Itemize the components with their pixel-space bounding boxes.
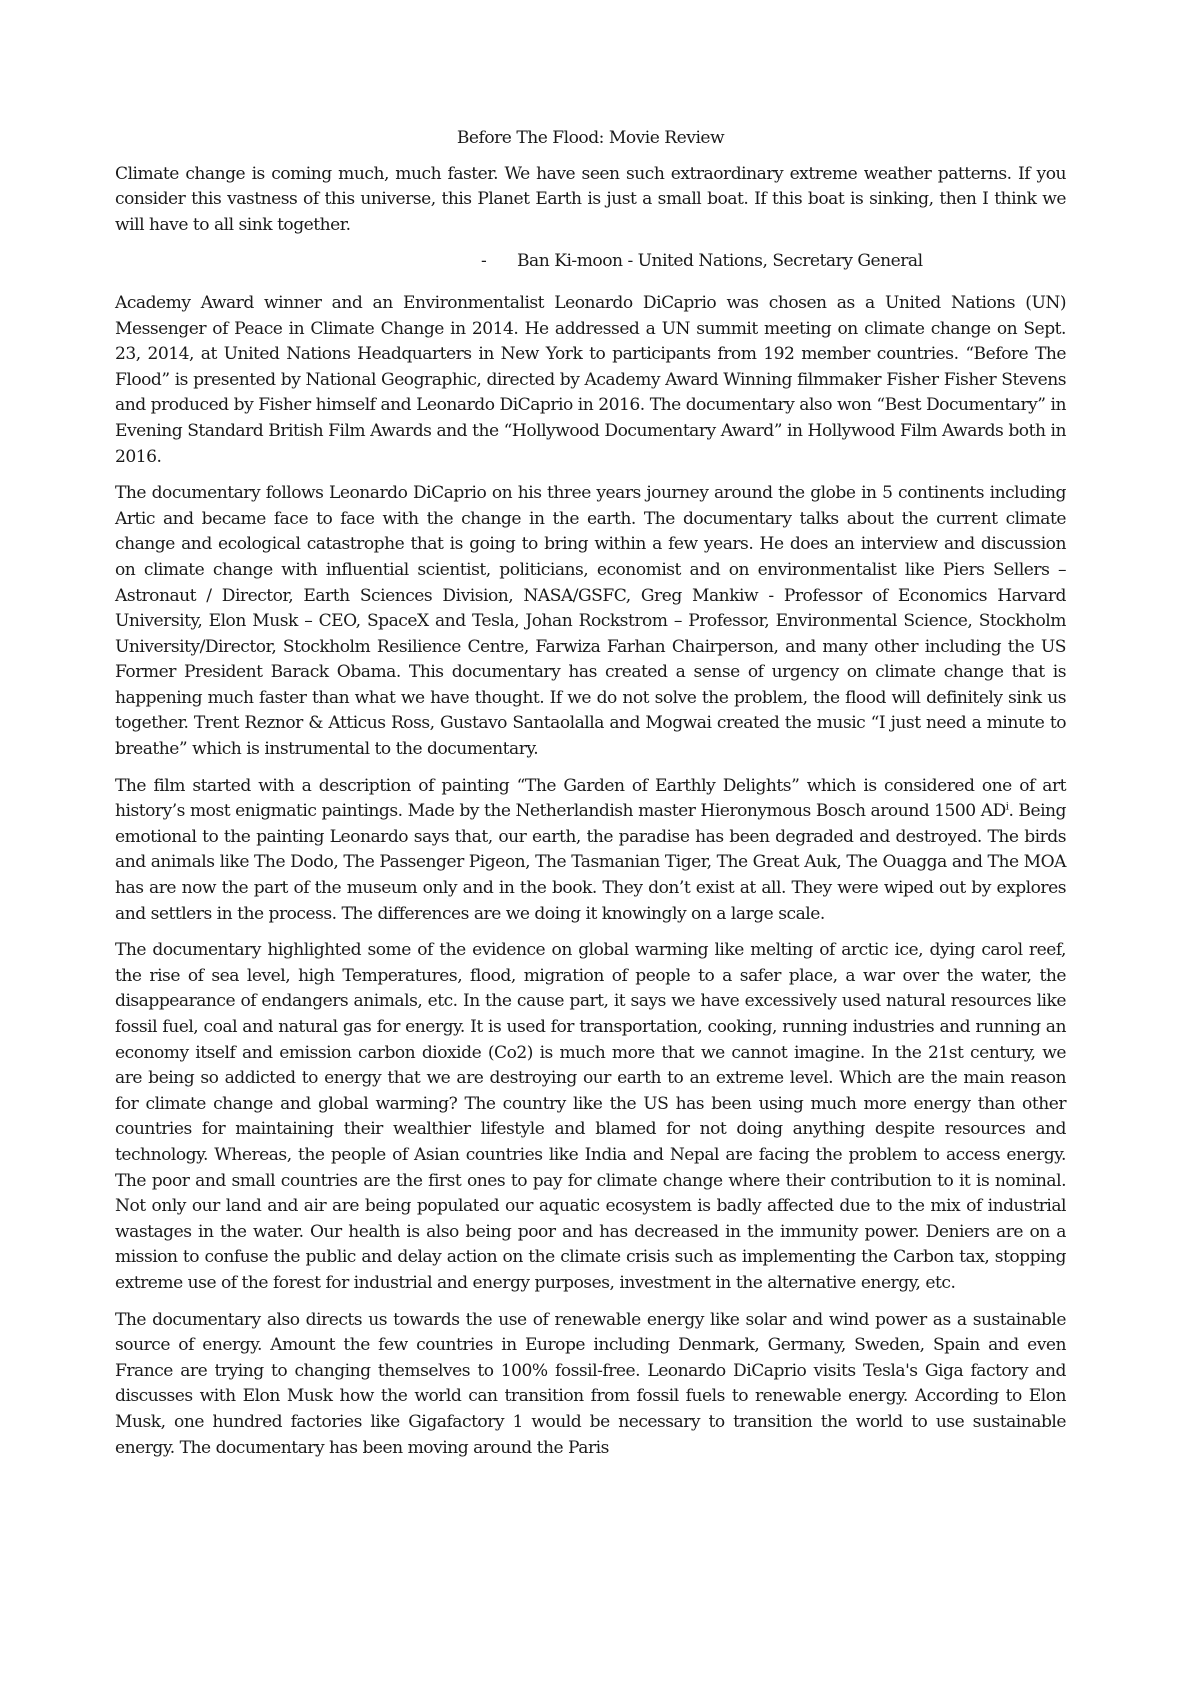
paragraph-1: Academy Award winner and an Environmentalist Leonardo DiCaprio was chosen as a United Nations (UN) Messenger of Peace in Climate Change in 2014. He addressed a UN summit meeting on climate change on Sept. 23, 2014, at United Nations Headquarters in New York to participants from 192 member countries. “Before The Flood” is presented by National Geographic, directed by Academy Award Winning filmmaker Fisher Fisher Stevens and produced by Fisher himself and Leonardo DiCaprio in 2016. The documentary also won “Best Documentary” in Evening Standard British Film Awards and the “Hollywood Documentary Award” in Hollywood Film Awards both in 2016. bbox=[115, 292, 1066, 467]
paragraph-3-text-end: . Being emotional to the painting Leonardo says that, our earth, the paradise has been degraded and destroyed. The birds and animals like The Dodo, The Passenger Pigeon, The Tasmanian Tiger, The Great Auk, The Ouagga and The MOA has are now the part of the museum only and in the book. They don’t exist at all. They were wiped out by explores and settlers in the process. The differences are we doing it knowingly on a large scale. bbox=[115, 801, 1066, 924]
paragraph-3 bbox=[115, 774, 1066, 928]
attribution-text: Ban Ki-moon - United Nations, Secretary General bbox=[517, 251, 923, 272]
opening-quote: Climate change is coming much, much faster. We have seen such extraordinary extreme weather patterns. If you consider this vastness of this universe, this Planet Earth is just a small boat. If this boat is sinking, then I think we will have to all sink together. bbox=[115, 163, 1066, 235]
attribution-dash: - bbox=[481, 251, 487, 272]
document-page bbox=[115, 126, 1066, 1472]
paragraph-5: The documentary also directs us towards the use of renewable energy like solar and wind power as a sustainable source of energy. Amount the few countries in Europe including Denmark, Germany, Sweden, Spain and even France are trying to changing themselves to 100% fossil-free. Leonardo DiCaprio visits Tesla's Giga factory and discusses with Elon Musk how the world can transition from fossil fuels to renewable energy. According to Elon Musk, one hundred factories like Gigafactory 1 would be necessary to transition the world to use sustainable energy. The documentary has been moving around the Paris bbox=[115, 1309, 1066, 1458]
document-title: Before The Flood: Movie Review bbox=[456, 128, 725, 148]
paragraph-3-text-start: The film started with a description of painting “The Garden of Earthly Delights” which is considered one of art history’s most enigmatic paintings. Made by the Netherlandish master Hieronymous Bosch around 1500 AD bbox=[115, 775, 1066, 822]
paragraph-4: The documentary highlighted some of the evidence on global warming like melting of arctic ice, dying carol reef, the rise of sea level, high Temperatures, flood, migration of people to a safer place, a war over the water, the disappearance of endangers animals, etc. In the cause part, it says we have excessively used natural resources like fossil fuel, coal and natural gas for energy. It is used for transportation, cooking, running industries and running an economy itself and emission carbon dioxide (Co2) is much more that we cannot imagine. In the 21st century, we are being so addicted to energy that we are destroying our earth to an extreme level. Which are the main reason for climate change and global warming? The country like the US has been using much more energy than other countries for maintaining their wealthier lifestyle and blamed for not doing anything despite resources and technology. Whereas, the people of Asian countries like India and Nepal are facing the problem to access energy. The poor and small countries are the first ones to pay for climate change where their contribution to it is nominal. Not only our land and air are being populated our aquatic ecosystem is badly affected due to the mix of industrial wastages in the water. Our health is also being poor and has decreased in the immunity power. Deniers are on a mission to confuse the public and delay action on the climate crisis such as implementing the Carbon tax, stopping extreme use of the forest for industrial and energy purposes, investment in the alternative energy, etc. bbox=[115, 940, 1066, 1293]
paragraph-2: The documentary follows Leonardo DiCaprio on his three years journey around the globe in 5 continents including Artic and became face to face with the change in the earth. The documentary talks about the current climate change and ecological catastrophe that is going to bring within a few years. He does an interview and discussion on climate change with influential scientist, politicians, economist and on environmentalist like Piers Sellers – Astronaut / Director, Earth Sciences Division, NASA/GSFC, Greg Mankiw - Professor of Economics Harvard University, Elon Musk – CEO, SpaceX and Tesla, Johan Rockstrom – Professor, Environmental Science, Stockholm University/Director, Stockholm Resilience Centre, Farwiza Farhan Chairperson, and many other including the US Former President Barack Obama. This documentary has created a sense of urgency on climate change that is happening much faster than what we have thought. If we do not solve the problem, the flood will definitely sink us together. Trent Reznor & Atticus Ross, Gustavo Santaolalla and Mogwai created the music “I just need a minute to breathe” which is instrumental to the documentary. bbox=[115, 483, 1066, 760]
quote-attribution bbox=[115, 249, 1066, 275]
footnote-marker[interactable]: i bbox=[1005, 801, 1009, 813]
